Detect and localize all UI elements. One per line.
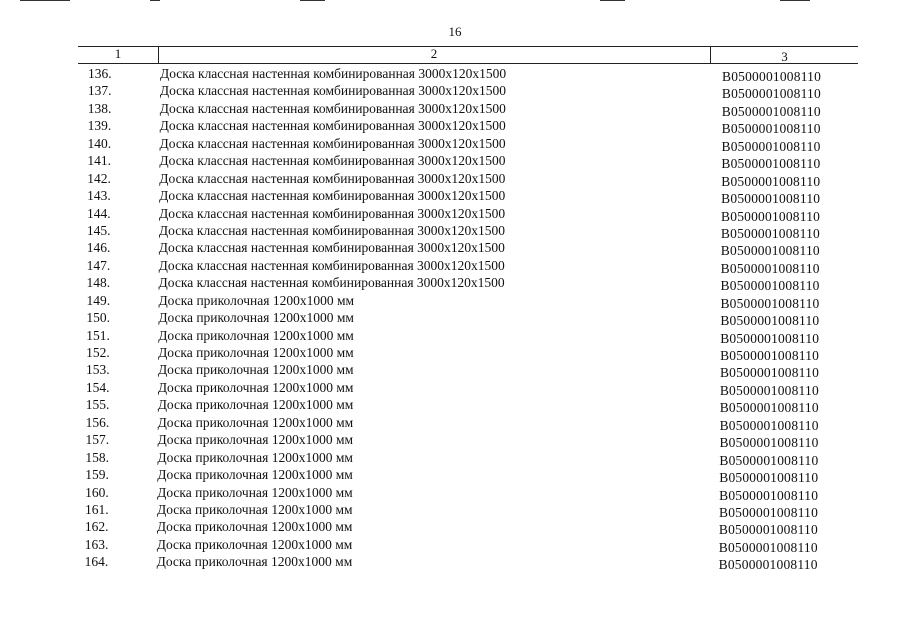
table-row <box>79 153 839 170</box>
row-number: 139. <box>87 118 112 134</box>
table-body <box>80 66 840 572</box>
table-row <box>78 362 838 379</box>
row-number: 154. <box>85 379 110 395</box>
table-row <box>77 432 837 449</box>
table-row <box>80 118 840 135</box>
row-item-name: Доска классная настенная комбинированная 3000x120x1500 <box>159 188 506 204</box>
row-number: 163. <box>84 536 109 552</box>
row-code: B0500001008110 <box>720 225 820 241</box>
row-item-name: Доска приколочная 1200x1000 мм <box>157 501 353 517</box>
row-code: B0500001008110 <box>719 417 819 433</box>
row-code: B0500001008110 <box>720 295 820 311</box>
table-row <box>77 485 837 502</box>
row-number: 144. <box>87 205 111 221</box>
table-row <box>78 397 838 414</box>
row-code: B0500001008110 <box>719 470 819 486</box>
row-code: B0500001008110 <box>721 86 821 102</box>
row-code: B0500001008110 <box>719 435 819 451</box>
table-row <box>79 188 839 205</box>
row-number: 164. <box>84 554 109 570</box>
row-number: 151. <box>86 327 110 343</box>
row-item-name: Доска приколочная 1200x1000 мм <box>158 327 354 343</box>
table-row <box>77 519 837 536</box>
page-number: 16 <box>448 24 462 39</box>
table-row <box>80 83 840 100</box>
row-code: B0500001008110 <box>720 330 820 346</box>
row-code: B0500001008110 <box>720 313 820 329</box>
row-code: B0500001008110 <box>719 487 819 503</box>
row-code: B0500001008110 <box>722 69 822 84</box>
row-code: B0500001008110 <box>719 382 819 398</box>
row-number: 159. <box>85 467 109 483</box>
row-number: 160. <box>85 484 109 500</box>
row-item-name: Доска классная настенная комбинированная 3000x120x1500 <box>159 118 506 134</box>
row-item-name: Доска приколочная 1200x1000 мм <box>158 292 355 308</box>
row-item-name: Доска приколочная 1200x1000 мм <box>158 310 354 326</box>
row-item-name: Доска классная настенная комбинированная 3000x120x1500 <box>159 100 506 116</box>
table-row <box>78 293 838 310</box>
row-item-name: Доска приколочная 1200x1000 мм <box>157 467 353 483</box>
row-number: 143. <box>87 188 111 204</box>
column-header-1: 1 <box>114 46 122 61</box>
table-row <box>78 345 838 362</box>
row-code: B0500001008110 <box>720 278 820 294</box>
row-number: 153. <box>85 362 110 378</box>
row-item-name: Доска классная настенная комбинированная 3000x120x1500 <box>159 205 506 221</box>
row-item-name: Доска приколочная 1200x1000 мм <box>157 379 354 395</box>
row-item-name: Доска приколочная 1200x1000 мм <box>157 484 353 500</box>
row-item-name: Доска приколочная 1200x1000 мм <box>157 432 354 448</box>
row-number: 145. <box>86 222 111 238</box>
row-item-name: Доска классная настенная комбинированная 3000x120x1500 <box>158 222 506 238</box>
row-code: B0500001008110 <box>718 522 818 538</box>
scan-top-edge <box>0 0 905 3</box>
table-row <box>80 136 840 153</box>
table-row <box>79 171 839 188</box>
row-item-name: Доска приколочная 1200x1000 мм <box>158 345 354 360</box>
table-header <box>78 46 858 64</box>
row-item-name: Доска приколочная 1200x1000 мм <box>157 397 354 413</box>
row-number: 156. <box>85 414 110 430</box>
row-code: B0500001008110 <box>720 260 820 276</box>
table-row <box>79 275 839 292</box>
row-code: B0500001008110 <box>720 243 820 259</box>
row-item-name: Доска приколочная 1200x1000 мм <box>157 414 354 430</box>
row-item-name: Доска приколочная 1200x1000 мм <box>157 449 353 465</box>
row-item-name: Доска приколочная 1200x1000 мм <box>156 554 353 570</box>
row-item-name: Доска приколочная 1200x1000 мм <box>156 536 353 552</box>
row-code: B0500001008110 <box>721 191 821 207</box>
row-item-name: Доска классная настенная комбинированная 3000x120x1500 <box>160 66 507 81</box>
row-code: B0500001008110 <box>719 504 819 520</box>
table-row <box>77 554 837 571</box>
row-number: 161. <box>85 501 109 517</box>
column-header-2: 2 <box>430 46 438 61</box>
table-row <box>77 450 837 467</box>
table-row <box>79 258 839 275</box>
row-item-name: Доска классная настенная комбинированная 3000x120x1500 <box>159 83 507 99</box>
row-number: 155. <box>85 397 110 413</box>
row-number: 140. <box>87 135 112 151</box>
table-row <box>77 467 837 484</box>
row-code: B0500001008110 <box>721 121 821 137</box>
table-row <box>78 415 838 432</box>
row-number: 149. <box>86 292 111 308</box>
row-item-name: Доска классная настенная комбинированная 3000x120x1500 <box>158 275 505 291</box>
row-item-name: Доска классная настенная комбинированная 3000x120x1500 <box>159 153 506 169</box>
row-number: 141. <box>87 153 112 169</box>
table-row <box>78 310 838 327</box>
row-item-name: Доска классная настенная комбинированная 3000x120x1500 <box>159 135 506 151</box>
row-code: B0500001008110 <box>721 103 821 119</box>
row-code: B0500001008110 <box>721 208 821 224</box>
table-row <box>78 380 838 397</box>
row-item-name: Доска классная настенная комбинированная 3000x120x1500 <box>159 170 506 186</box>
row-number: 146. <box>86 240 111 256</box>
row-number: 148. <box>86 275 111 291</box>
row-item-name: Доска приколочная 1200x1000 мм <box>157 362 354 378</box>
row-code: B0500001008110 <box>719 365 820 381</box>
row-code: B0500001008110 <box>720 348 820 363</box>
table-row <box>77 537 837 554</box>
row-number: 136. <box>88 66 112 81</box>
table-row <box>80 101 840 118</box>
row-code: B0500001008110 <box>721 156 821 172</box>
table-row <box>79 206 839 223</box>
row-number: 137. <box>87 83 112 99</box>
row-code: B0500001008110 <box>719 452 819 468</box>
table-row <box>78 328 838 345</box>
row-item-name: Доска классная настенная комбинированная 3000x120x1500 <box>158 240 505 256</box>
row-number: 142. <box>87 170 111 186</box>
row-code: B0500001008110 <box>721 173 821 189</box>
row-number: 147. <box>86 257 111 273</box>
row-number: 157. <box>85 432 110 448</box>
row-item-name: Доска классная настенная комбинированная 3000x120x1500 <box>158 257 505 273</box>
table-row <box>77 502 837 519</box>
row-code: B0500001008110 <box>719 400 819 416</box>
row-code: B0500001008110 <box>718 557 818 573</box>
table-row <box>79 223 839 240</box>
row-number: 162. <box>84 519 109 535</box>
row-item-name: Доска приколочная 1200x1000 мм <box>156 519 353 535</box>
table-row <box>79 240 839 257</box>
table-row <box>80 66 840 83</box>
row-number: 152. <box>86 345 110 360</box>
row-number: 138. <box>87 100 112 116</box>
row-number: 158. <box>85 449 109 465</box>
row-number: 150. <box>86 310 110 326</box>
row-code: B0500001008110 <box>718 539 818 555</box>
column-header-3: 3 <box>781 49 788 64</box>
row-code: B0500001008110 <box>721 138 821 154</box>
